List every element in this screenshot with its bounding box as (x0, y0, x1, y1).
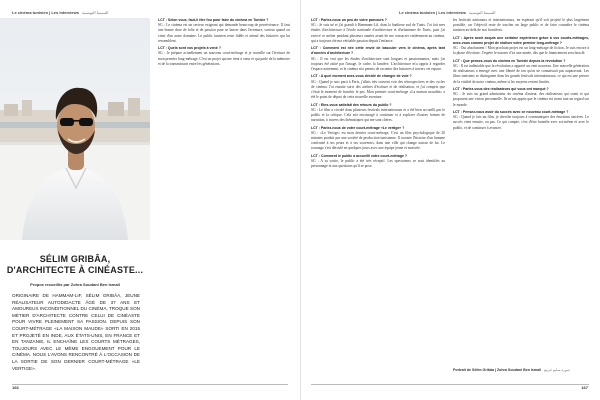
answer: SG : «Le Vertige» est mon dernier court-métrage. C'est un film psychologique de 20 minutes produit par une société de production tunisienne. Il raconte l'histoire d'un homme confronté à ses peurs et à ses souvenirs, dans une ville qui change autour de lui. Le tournage s'est déroulé en quelques jours avec une équipe jeune et motivée. (311, 130, 445, 151)
answer: SG : Quand je fais un film, je cherche toujours à communiquer des émotions sincères. Le succès vient ensuite, ou pas. Ce qui compte, c'est d'être honnête avec soi-même et avec le public, et de continuer à avancer. (453, 115, 589, 130)
question: LCT : Selon vous, faut-il être fou pour faire du cinéma en Tunisie ? (158, 18, 269, 22)
running-head-text: Le cinéma tunisien | Les interviews (399, 10, 466, 15)
qa-block (311, 126, 445, 152)
question: LCT : Parlez-nous de votre court-métrage «Le vertige» ? (311, 125, 405, 130)
page-number: 166 (12, 385, 19, 390)
answer: SG : Il est vrai que les études d'architecture sont longues et passionnantes, mais j'ai toujours été attiré par l'image, le cadre, la lumière. L'architecture m'a appris à regarder l'espace autrement, et le cinéma m'a permis de raconter des histoires à travers cet espace. (311, 56, 445, 72)
right-page-column-1 (311, 18, 445, 378)
answer: SG : Oui absolument ! Mon prochain projet est un long-métrage de fiction. Je suis encore à la phase d'écriture. J'espère le tourner d'ici une année, dès que le financement sera bouclé. (453, 46, 589, 56)
page-number: 167 (581, 385, 588, 390)
answer: SG : A sa sortie, le public a été très réceptif. Les spectateurs se sont identifiés au personnage et aux questions qu'il se pose. (311, 159, 445, 169)
question: LCT : Etes-vous satisfait des retours du public ? (311, 102, 392, 107)
qa-block (311, 103, 445, 124)
question: LCT : Comment le public a accueilli votre court-métrage ? (311, 153, 408, 158)
right-page-column-2 (453, 18, 589, 318)
running-head (12, 10, 109, 15)
qa-block (158, 18, 290, 44)
question: LCT : A quel moment avez-vous décidé de changer de voie ? (311, 74, 412, 79)
qa-block (311, 74, 445, 100)
answer: les festivals nationaux et internationaux, en espérant qu'il soit projeté le plus largement possible, car l'objectif reste de toucher un large public et de faire connaître le cinéma tunisien au-delà de nos frontières. (453, 18, 589, 33)
qa-block (453, 87, 589, 108)
footer-rule (12, 384, 288, 385)
qa-block (453, 110, 589, 131)
byline: Propos recueillis par Zohra Soudani Ben Ismail (30, 282, 120, 287)
question: LCT : Parlez-vous des réalisateurs qui vous ont marqué ? (453, 87, 549, 91)
running-head-arabic: السينما التونسية (81, 10, 109, 15)
qa-block (311, 46, 445, 72)
answer: SG : Je suis né et j'ai grandi à Hammam-Lif, dans la banlieue sud de Tunis. J'ai fait mes études d'architecture à l'école nationale d'architecture et d'urbanisme de Tunis, puis j'ai exercé ce métier pendant plusieurs années avant de me consacrer entièrement au cinéma, qui a toujours été ma véritable passion depuis l'enfance. (311, 23, 445, 43)
qa-block (453, 59, 589, 85)
running-head-arabic: السينما التونسية (468, 10, 496, 15)
title-line-2: D'ARCHITECTE À CINÉASTE... (6, 265, 144, 275)
title-line-1: SÉLIM GRIBÂA, (39, 254, 111, 264)
footer-rule (311, 384, 589, 385)
answer: SG : Le cinéma est un secteur exigeant qui demande beaucoup de persévérance. Il faut une bonne dose de folie et de passion pour se lancer dans l'aventure, surtout quand on vient d'un autre domaine. Le public tunisien reste fidèle et attend des histoires qui lui ressemblent. (158, 23, 290, 43)
answer: SG : Quand je suis parti à Paris, j'allais très souvent voir des rétrospectives et des cycles de cinéma. J'ai ensuite suivi des ateliers d'écriture et de réalisation, et j'ai compris que c'était le moment de franchir le pas. Mon premier court-métrage «La maison maudite» a été le point de départ de cette nouvelle aventure. (311, 79, 445, 100)
question: LCT : Quels sont vos projets à venir ? (158, 46, 222, 51)
question: LCT : Parlez-nous un peu de votre parcours ? (311, 18, 387, 22)
interview-title (0, 254, 150, 276)
question: LCT : Après avoir acquis une certaine expérience grâce à vos courts-métrages, avez-vous comme projet de réaliser votre premier long-métrage ? (453, 35, 589, 45)
question: LCT : Que pensez-vous du cinéma en Tunisie depuis la révolution ? (453, 58, 566, 63)
answer: SG : Il est indéniable que la révolution a apporté un vent nouveau. Une nouvelle génération de réalisateurs a émergé avec une liberté de ton qu'on ne connaissait pas auparavant. Les films tunisiens se distinguent dans les grands festivals internationaux, ce qui est une preuve de la vitalité de notre cinéma, même si les moyens restent limités. (453, 64, 589, 84)
left-page-column (158, 18, 290, 376)
portrait-photo (0, 18, 150, 240)
question: LCT : Pensez-vous avoir du succès avec ce nouveau court-métrage ? (453, 110, 569, 114)
qa-block (311, 154, 445, 170)
question: LCT : Comment est née cette envie de basculer vers le cinéma, après tant d'années d'architecture ? (311, 46, 445, 56)
photo-credit (453, 368, 570, 372)
photo-credit-text: Portrait de Sélim Gribâa | Zohra Soudani Ben Ismail (453, 368, 542, 372)
qa-block (453, 18, 589, 34)
answer: SG : Le film a circulé dans plusieurs festivals internationaux et a été bien accueilli par le public et la critique. Cela m'a encouragé à continuer et à explorer d'autres formes de narration, à travers des thématiques qui me sont chères. (311, 107, 445, 123)
running-head (399, 10, 496, 15)
photo-credit-arabic: صورة سليم قريبع (544, 368, 570, 372)
qa-block (158, 46, 290, 67)
qa-block (311, 18, 445, 44)
right-page (300, 0, 600, 400)
running-head-text: Le cinéma tunisien | Les interviews (12, 10, 79, 15)
lead-paragraph: ORIGINAIRE DE HAMMAM-LIF, SÉLIM GRIBÂA, JEUNE RÉALISATEUR AUTODIDACTE ÂGÉ DE 37 ANS ET AMOUREUX INCONDITIONNEL DU CINÉMA, TROQUE SON MÉTIER D'ARCHITECTE CONTRE CELUI DE CINÉASTE POUR VIVRE PLEINEMENT SA PASSION. DEPUIS SON COURT-MÉTRAGE «LA MAISON MAUDE» SORTI EN 2015 ET PROJETÉ EN INDE, AUX ÉTATS-UNIS, EN FRANCE ET EN TANZANIE, IL ENCHAÎNE LES COURTS MÉTRAGES, TOUJOURS AVEC LE MÊME ENGOUEMENT POUR LE CINÉMA. NOUS L'AVONS RENCONTRÉ À L'OCCASION DE LA SORTIE DE SON DERNIER COURT-MÉTRAGE «LE VERTIGE». (12, 293, 140, 371)
answer: SG : Je suis un grand admirateur du cinéma d'auteur, des réalisateurs qui osent et qui proposent une vision personnelle. Ils m'ont appris que le cinéma est avant tout un regard sur le monde. (453, 92, 589, 107)
answer: SG : Je prépare actuellement un nouveau court-métrage et je travaille sur l'écriture de mon premier long-métrage. C'est un projet qui me tient à cœur et qui parle de la mémoire et de la transmission entre les générations. (158, 51, 290, 66)
qa-block (453, 36, 589, 57)
